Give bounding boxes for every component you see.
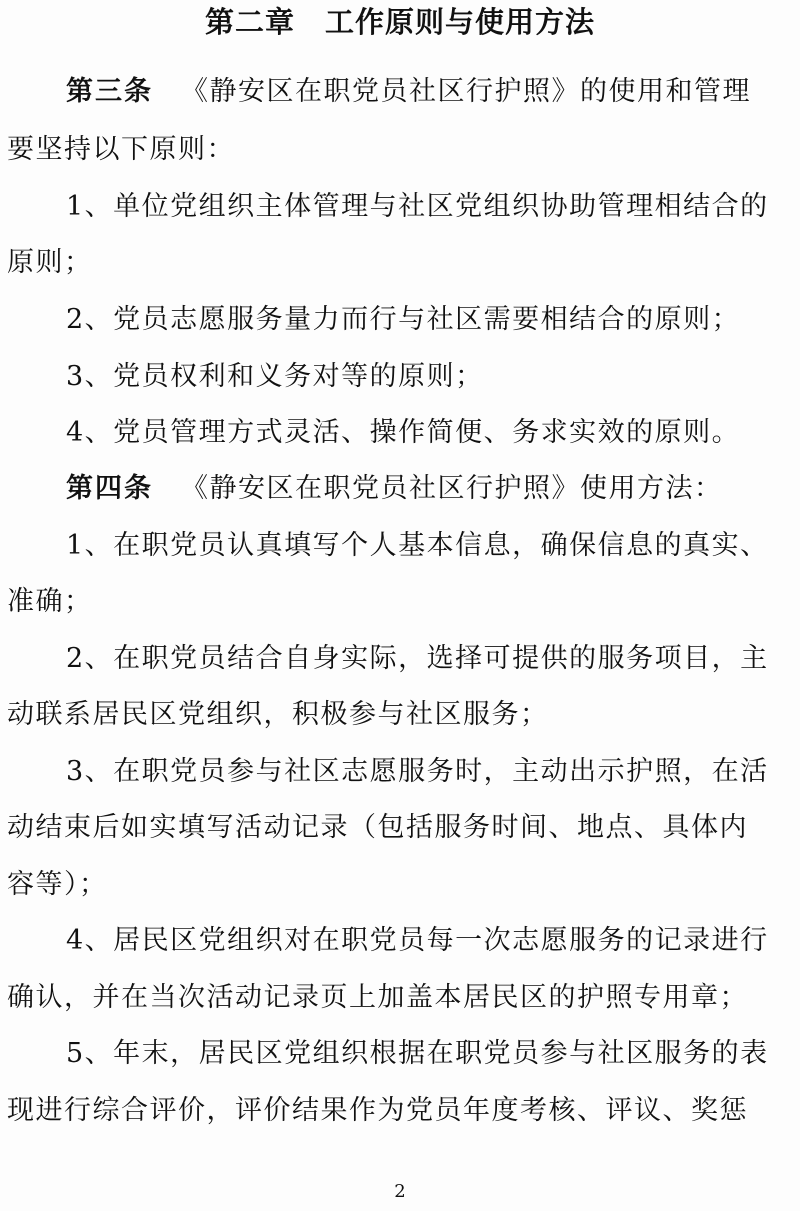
article4-item1-line2: 准确；	[7, 586, 93, 617]
article3-item1-line2: 原则；	[7, 247, 93, 278]
article4-item2-line2: 动联系居民区党组织，积极参与社区服务；	[7, 699, 549, 730]
article3-label: 第三条	[66, 76, 153, 107]
article4-item3-line2: 动结束后如实填写活动记录（包括服务时间、地点、具体内	[7, 812, 748, 843]
article3-item1-line1: 1、单位党组织主体管理与社区党组织协助管理相结合的	[66, 191, 769, 222]
article4-item5-line1: 5、年末，居民区党组织根据在职党员参与社区服务的表	[66, 1038, 769, 1069]
article3-item2-line1: 2、党员志愿服务量力而行与社区需要相结合的原则；	[66, 304, 741, 335]
article3-text-line1: 《静安区在职党员社区行护照》的使用和管理	[181, 76, 751, 107]
article4-item5-line2: 现进行综合评价，评价结果作为党员年度考核、评议、奖惩	[7, 1095, 748, 1126]
article3-item3-line1: 3、党员权利和义务对等的原则；	[66, 361, 484, 392]
article4-heading-line	[66, 469, 723, 509]
article3-item4-line1: 4、党员管理方式灵活、操作简便、务求实效的原则。	[66, 417, 741, 448]
article3-text-line2: 要坚持以下原则：	[7, 134, 235, 165]
article4-label: 第四条	[66, 473, 153, 504]
article4-item4-line1: 4、居民区党组织对在职党员每一次志愿服务的记录进行	[66, 925, 769, 956]
article4-item2-line1: 2、在职党员结合自身实际，选择可提供的服务项目，主	[66, 643, 769, 674]
article4-item3-line1: 3、在职党员参与社区志愿服务时，主动出示护照，在活	[66, 756, 769, 787]
article4-item1-line1: 1、在职党员认真填写个人基本信息，确保信息的真实、	[66, 530, 769, 561]
chapter-title: 第二章 工作原则与使用方法	[204, 5, 595, 39]
article4-item3-line3: 容等）；	[7, 869, 108, 900]
article4-item4-line2: 确认，并在当次活动记录页上加盖本居民区的护照专用章；	[7, 982, 748, 1013]
page-number: 2	[394, 1181, 406, 1202]
article3-heading-line	[66, 72, 751, 112]
article4-text-line1: 《静安区在职党员社区行护照》使用方法：	[181, 473, 723, 504]
